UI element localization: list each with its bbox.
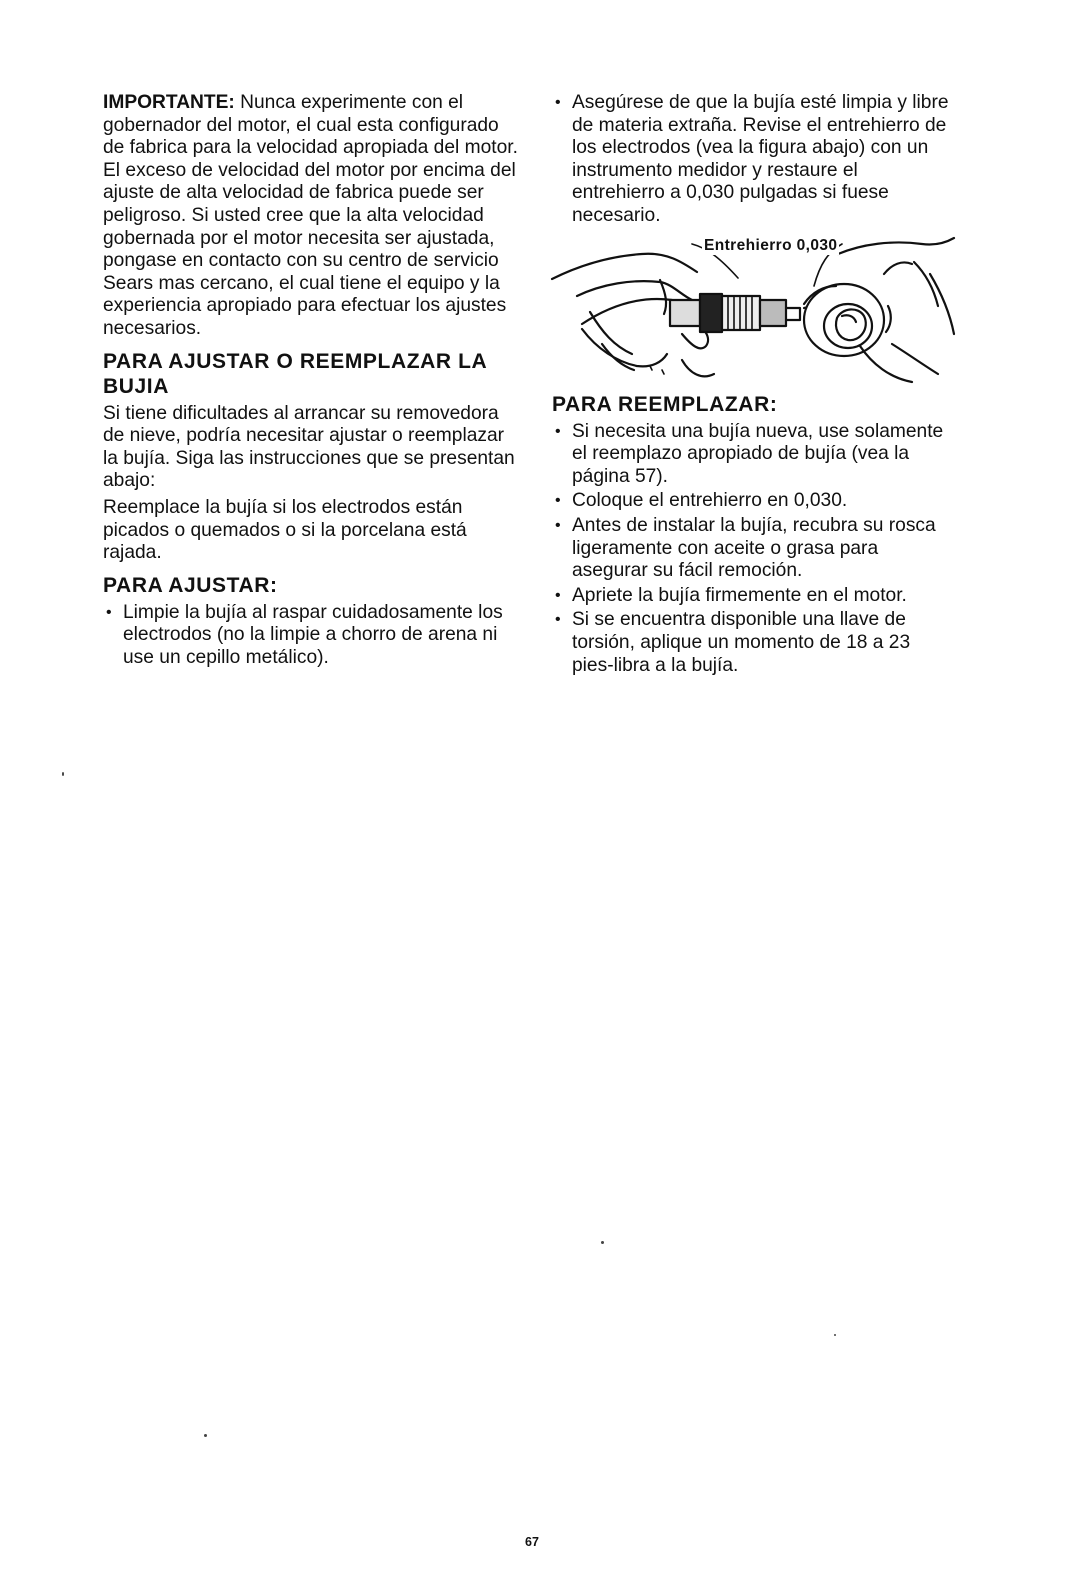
- list-item-text: Si necesita una bujía nueva, use solamente el reemplazo apropiado de bujía (vea la página 57).: [572, 420, 944, 487]
- bullet-icon: •: [106, 603, 112, 621]
- reemplazar-list: [552, 421, 952, 678]
- bullet-icon: •: [555, 422, 561, 440]
- list-item-text: Coloque el entrehierro en 0,030.: [572, 490, 848, 512]
- scan-speck: [204, 1434, 207, 1437]
- list-item: [552, 421, 952, 489]
- list-item: [552, 490, 952, 513]
- list-item: [552, 92, 952, 228]
- scan-speck: [834, 1334, 836, 1336]
- list-item: [552, 609, 952, 677]
- check-list: [552, 92, 952, 228]
- spark-plug-gap-figure: [542, 234, 960, 384]
- list-item-text: Si se encuentra disponible una llave de torsión, aplique un momento de 18 a 23 pies-libra a la bujía.: [572, 609, 911, 676]
- figure-label: Entrehierro 0,030: [704, 236, 838, 254]
- list-item-text: Asegúrese de que la bujía esté limpia y libre de materia extraña. Revise el entrehierro de los electrodos (vea la figura abajo) con un instrumento medidor y restaure el entrehierro a 0,030 pulgadas si fuese necesario.: [572, 92, 949, 226]
- list-item-text: Limpie la bujía al raspar cuidadosamente los electrodos (no la limpie a chorro de arena ni use un cepillo metálico).: [123, 601, 503, 668]
- list-item: [552, 515, 952, 583]
- list-item-text: Antes de instalar la bujía, recubra su rosca ligeramente con aceite o grasa para asegurar su fácil remoción.: [572, 514, 936, 582]
- bullet-icon: •: [555, 94, 561, 111]
- paragraph-reemplace: Reemplace la bujía si los electrodos están picados o quemados o si la porcelana está rajada.: [103, 496, 467, 564]
- heading-reemplazar: PARA REEMPLAZAR:: [552, 392, 778, 416]
- ajustar-list: [103, 602, 521, 670]
- bullet-icon: •: [555, 492, 561, 510]
- left-column: [103, 92, 521, 671]
- list-item: [552, 585, 952, 608]
- paragraph-dificultades: Si tiene dificultades al arrancar su removedora de nieve, podría necesitar ajustar o reemplazar la bujía. Siga las instrucciones que se presentan abajo:: [103, 402, 515, 492]
- bullet-icon: •: [555, 516, 561, 534]
- spark-plug-gap-illustration: [542, 234, 960, 384]
- scan-speck: [62, 772, 64, 776]
- heading-ajustar-reemplazar: PARA AJUSTAR O REEMPLAZAR LA BUJIA: [103, 349, 487, 398]
- bullet-icon: •: [555, 586, 561, 604]
- right-column: [552, 92, 952, 679]
- list-item: [103, 602, 521, 670]
- importante-paragraph: [103, 92, 521, 341]
- importante-text: Nunca experimente con el gobernador del motor, el cual esta configurado de fabrica para la velocidad apropiada del motor. El exceso de velocidad del motor por encima del ajuste de alta velocidad de fabrica puede ser peligroso. Si usted cree que la alta velocidad gobernada por el motor necesita ser ajustada, pongase en contacto con su centro de servicio Sears mas cercano, el cual tiene el equipo y la experiencia apropiado para efectuar los ajustes necesarios.: [103, 92, 518, 339]
- importante-lead: IMPORTANTE:: [103, 92, 235, 113]
- bullet-icon: •: [555, 611, 561, 629]
- scan-speck: [601, 1241, 604, 1244]
- heading-ajustar: PARA AJUSTAR:: [103, 573, 278, 597]
- page-number: 67: [525, 1535, 539, 1549]
- list-item-text: Apriete la bujía firmemente en el motor.: [572, 584, 907, 606]
